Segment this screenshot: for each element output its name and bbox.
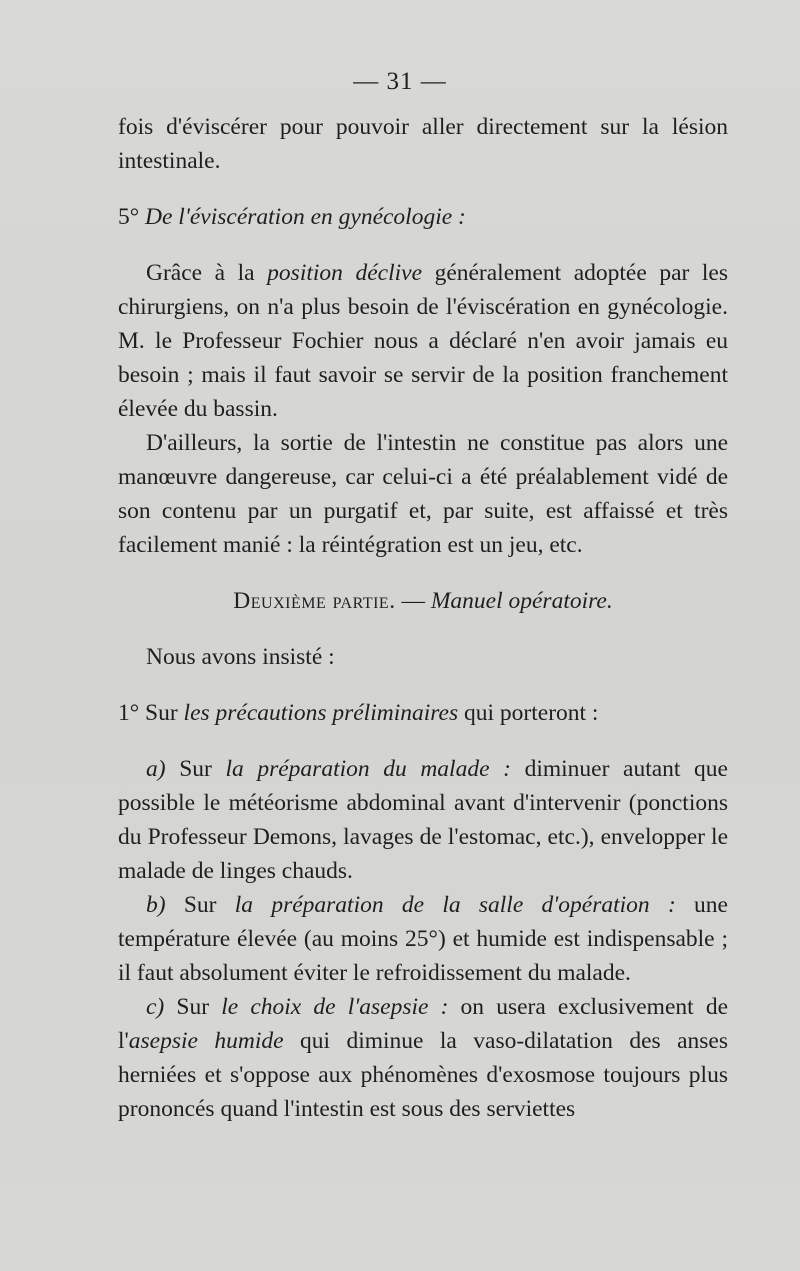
section-5-heading (118, 200, 728, 234)
part-title: Manuel opératoire. (430, 588, 613, 614)
text-run: Grâce à la (146, 260, 268, 286)
section-number: 5° (118, 204, 146, 230)
item-b (118, 888, 728, 990)
italic-run: le choix de l'asepsie : (221, 994, 449, 1020)
text-run: fois d'éviscérer pour pouvoir aller directement sur la lésion intestinale. (118, 114, 728, 174)
italic-run: position déclive (267, 260, 422, 286)
text-run: généralement adoptée par les chirurgiens, on n'a plus besoin de l'éviscération en gynécologie. M. le Professeur Fochier nous a déclaré n'en avoir jamais eu besoin ; mais il faut savoir se servir de la position franchement élevée du bassin. (118, 260, 728, 422)
text-run: on usera exclusivement de l' (118, 994, 728, 1054)
item-label: a) (146, 756, 166, 782)
body-text (118, 110, 728, 1126)
text-run: une température élevée (au moins 25°) et humide est indispensable ; il faut absolument éviter le refroidissement du malade. (118, 892, 728, 986)
text-run: D'ailleurs, la sortie de l'intestin ne constitue pas alors une manœuvre dangereuse, car celui-ci a été préalablement vidé de son contenu par un purgatif et, par suite, est affaissé et très facilement manié : la réintégration est un jeu, etc. (118, 430, 728, 558)
italic-run: asepsie humide (128, 1028, 284, 1054)
item-a (118, 752, 728, 888)
item-1 (118, 696, 728, 730)
text-run: diminuer autant que possible le météorisme abdominal avant d'intervenir (ponctions du Professeur Demons, lavages de l'estomac, etc.), envelopper le malade de linges chauds. (118, 756, 728, 884)
paragraph-insist (118, 640, 728, 674)
part-label: Deuxième partie. (233, 588, 396, 614)
text-run: qui diminue la vaso-dilatation des anses herniées et s'oppose aux phénomènes d'exosmose toujours plus prononcés quand l'intestin est sous des serviettes (118, 1028, 728, 1122)
paragraph-gynecology (118, 256, 728, 426)
text-run: Sur (165, 892, 235, 918)
text-run: qui porteront : (458, 700, 599, 726)
text-run: 1° Sur (118, 700, 184, 726)
dash: — (395, 588, 431, 614)
page-number: — 31 — (353, 68, 447, 95)
item-label: b) (146, 892, 166, 918)
part-heading (118, 584, 728, 618)
italic-run: les précautions préliminaires (183, 700, 459, 726)
text-run: Sur (165, 756, 226, 782)
section-title: De l'éviscération en gynécologie : (145, 204, 466, 230)
item-label: c) (146, 994, 165, 1020)
italic-run: la préparation du malade : (225, 756, 511, 782)
text-run: Sur (164, 994, 222, 1020)
italic-run: la préparation de la salle d'opération : (234, 892, 676, 918)
paragraph-continuation (118, 110, 728, 178)
text-run: Nous avons insisté : (146, 644, 335, 670)
item-c (118, 990, 728, 1126)
paragraph-ailleurs (118, 426, 728, 562)
